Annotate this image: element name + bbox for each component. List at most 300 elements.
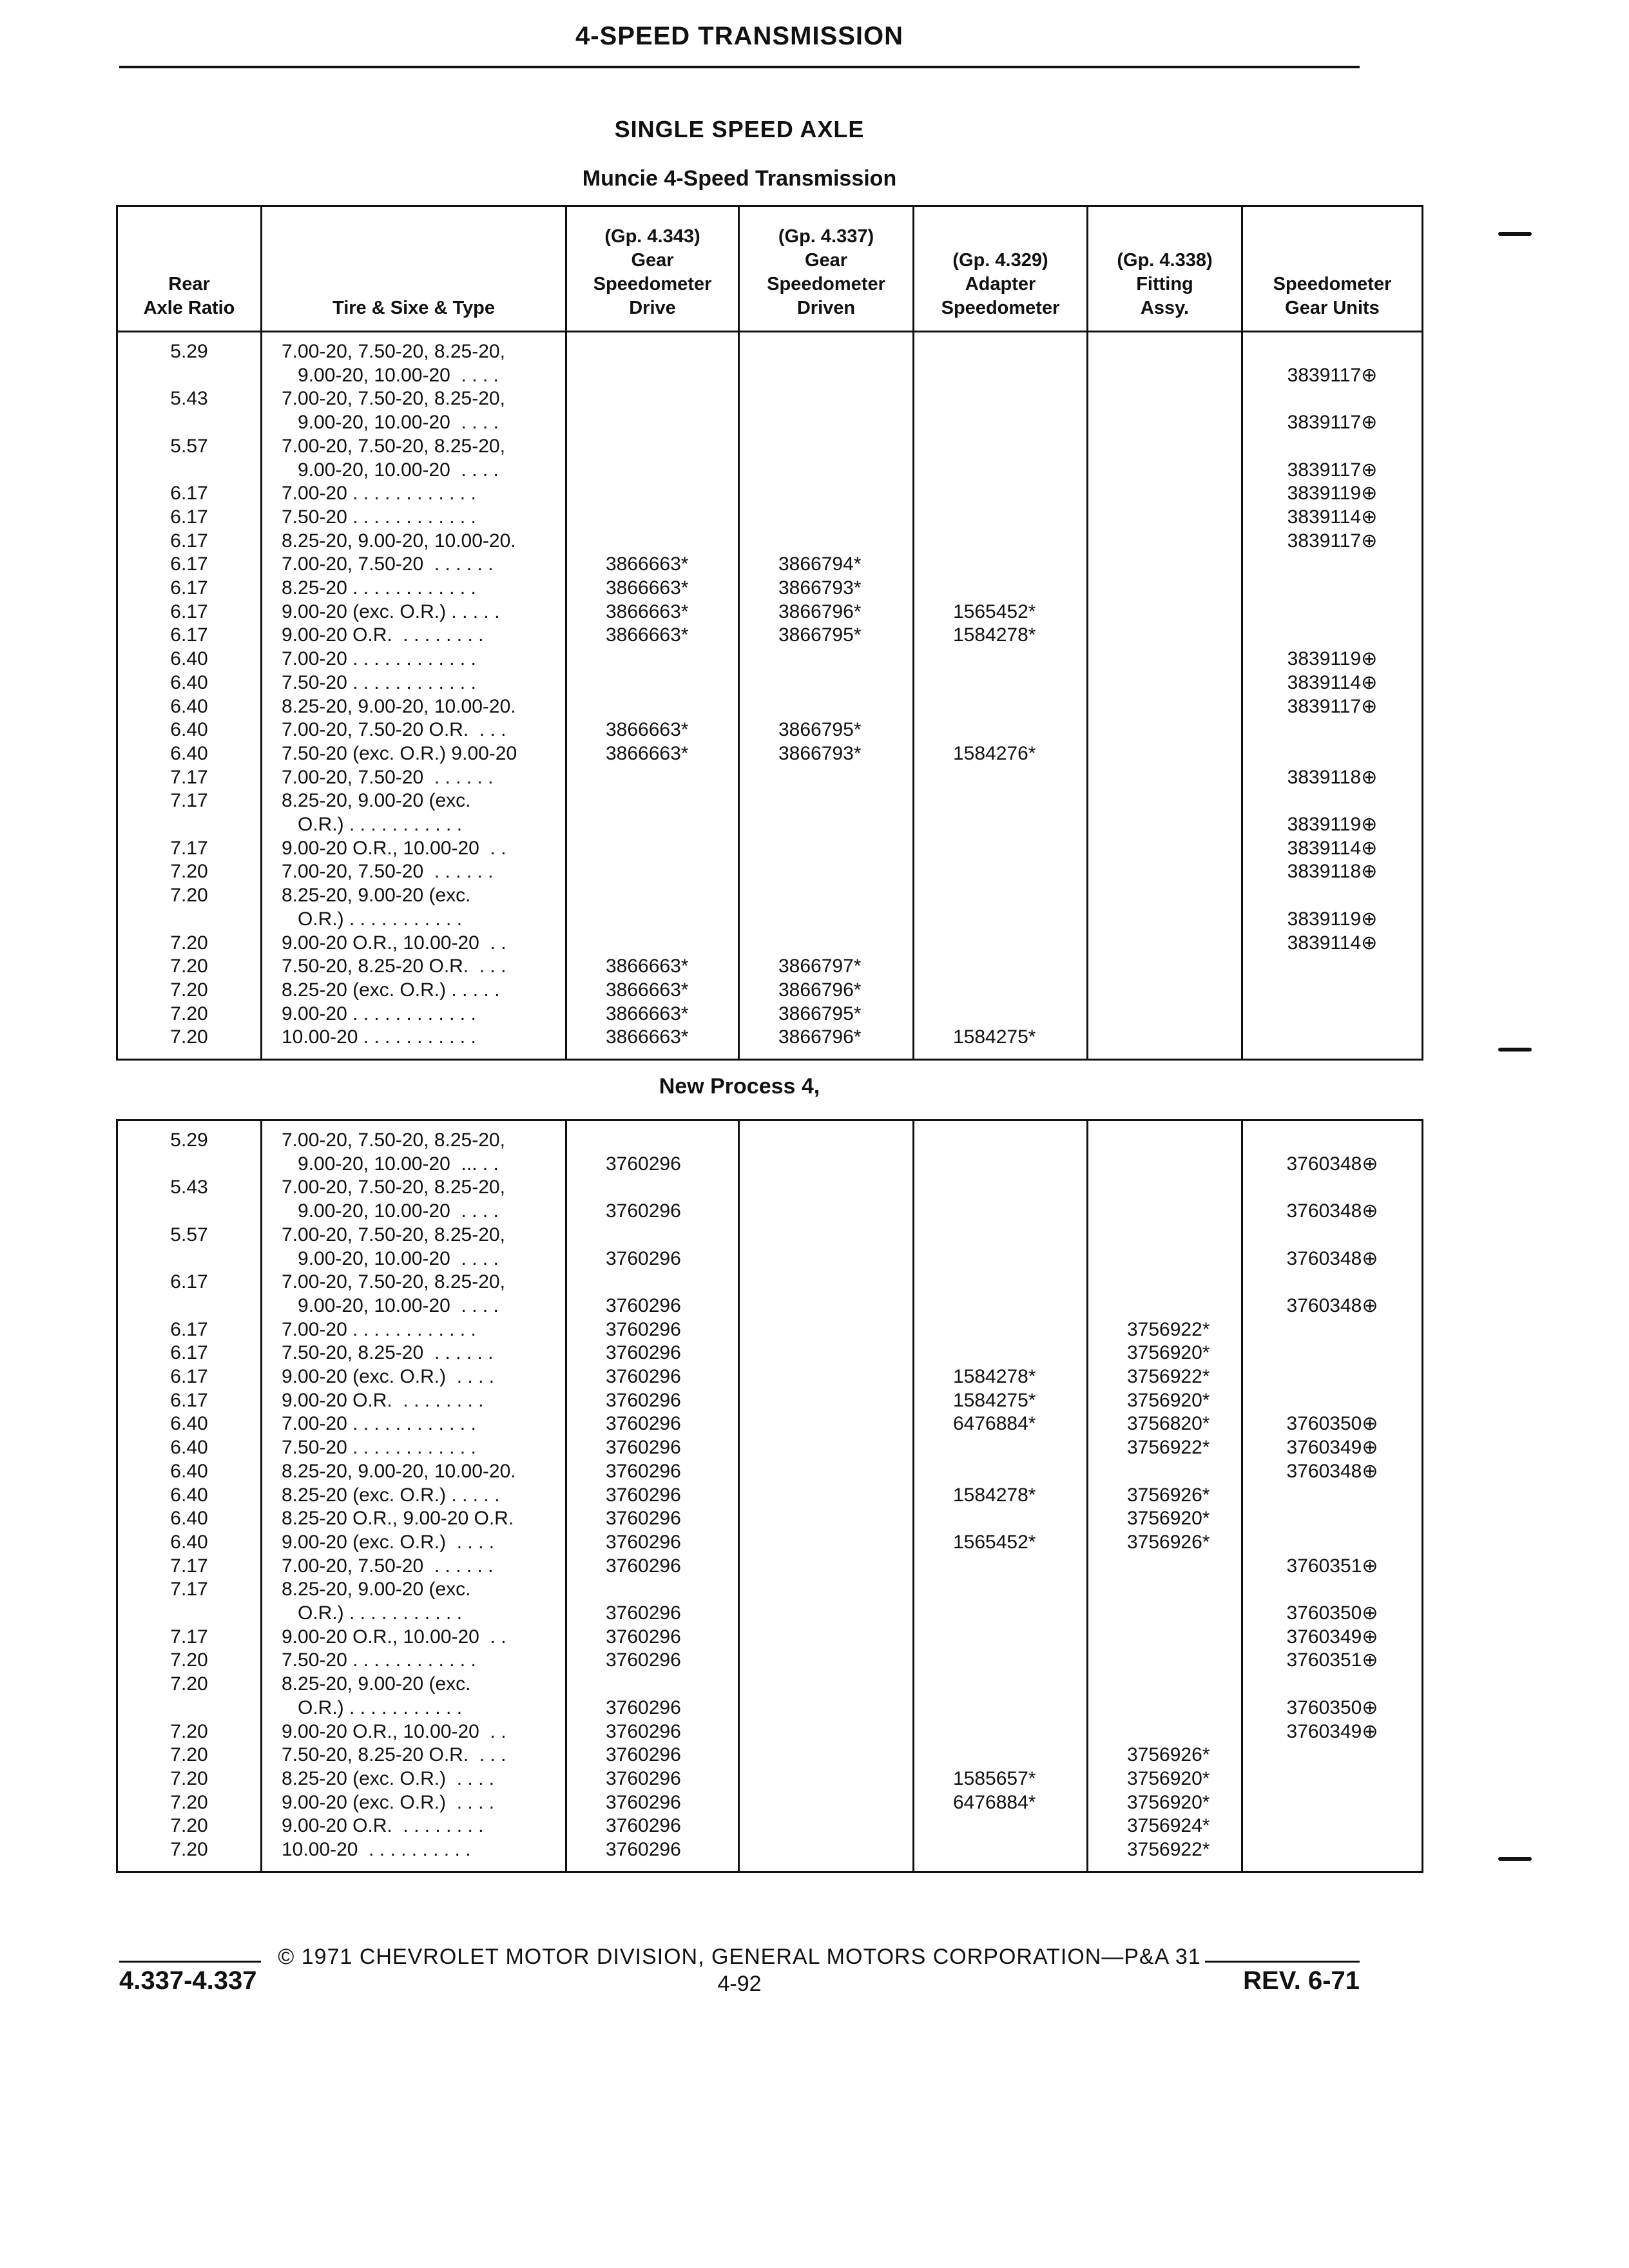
gear-units-cell: 3760348⊕: [1242, 1176, 1423, 1223]
fitting-assy-cell: 3756920*: [1088, 1507, 1242, 1531]
gear-units-cell: 3760351⊕: [1242, 1649, 1423, 1673]
gear-units-cell: 3839117⊕: [1242, 695, 1423, 719]
speedometer-drive-cell: 3760296: [566, 1767, 739, 1791]
table-row: [117, 1814, 1423, 1838]
adapter-speedometer-cell: [914, 1720, 1088, 1744]
tire-size-cell: 7.50-20 . . . . . . . . . . . .: [262, 1436, 566, 1460]
speedometer-driven-cell: [739, 932, 914, 956]
gear-units-cell: 3760348⊕: [1242, 1224, 1423, 1271]
fitting-assy-cell: [1088, 860, 1242, 884]
tire-size-cell: 7.00-20, 7.50-20 . . . . . .: [262, 860, 566, 884]
gear-units-cell: 3839114⊕: [1242, 506, 1423, 530]
gear-units-cell: [1242, 718, 1423, 742]
speedometer-drive-cell: 3760296: [566, 1649, 739, 1673]
muncie-table: [116, 205, 1423, 1061]
fitting-assy-cell: 3756926*: [1088, 1744, 1242, 1767]
axle-ratio-cell: 6.40: [117, 648, 262, 671]
axle-ratio-cell: 6.17: [117, 624, 262, 648]
speedometer-driven-cell: [739, 1744, 914, 1767]
spacer-cell: [739, 1120, 914, 1129]
tire-size-cell: 7.50-20 . . . . . . . . . . . .: [262, 506, 566, 530]
speedometer-drive-cell: 3866663*: [566, 718, 739, 742]
speedometer-drive-cell: 3760296: [566, 1531, 739, 1555]
tire-size-cell: 7.50-20, 8.25-20 . . . . . .: [262, 1341, 566, 1365]
speedometer-driven-cell: 3866797*: [739, 955, 914, 979]
adapter-speedometer-cell: [914, 1003, 1088, 1026]
table-row: [117, 860, 1423, 884]
table-row: [117, 1389, 1423, 1413]
adapter-speedometer-cell: [914, 1744, 1088, 1767]
speedometer-driven-cell: [739, 1555, 914, 1579]
speedometer-drive-cell: 3866663*: [566, 577, 739, 601]
speedometer-drive-cell: 3760296: [566, 1436, 739, 1460]
speedometer-driven-cell: [739, 387, 914, 434]
tire-size-cell: 9.00-20 O.R., 10.00-20 . .: [262, 1626, 566, 1649]
gear-units-cell: 3760350⊕: [1242, 1412, 1423, 1436]
axle-ratio-cell: 7.17: [117, 766, 262, 790]
speedometer-driven-cell: [739, 1271, 914, 1318]
adapter-speedometer-cell: [914, 979, 1088, 1003]
speedometer-drive-cell: 3760296: [566, 1176, 739, 1223]
adapter-speedometer-cell: 1584278*: [914, 1484, 1088, 1508]
gear-units-cell: 3760349⊕: [1242, 1626, 1423, 1649]
table-row: [117, 1318, 1423, 1342]
section-label-muncie: Muncie 4-Speed Transmission: [582, 166, 897, 191]
tire-size-cell: 9.00-20 O.R., 10.00-20 . .: [262, 1720, 566, 1744]
adapter-speedometer-cell: [914, 1436, 1088, 1460]
gear-units-cell: [1242, 1531, 1423, 1555]
speedometer-driven-cell: [739, 837, 914, 861]
fitting-assy-cell: [1088, 387, 1242, 434]
fitting-assy-cell: 3756820*: [1088, 1412, 1242, 1436]
gear-units-cell: [1242, 1814, 1423, 1838]
table-row: [117, 1026, 1423, 1059]
table-row: [117, 955, 1423, 979]
gear-units-cell: [1242, 1389, 1423, 1413]
table-row: [117, 766, 1423, 790]
fitting-assy-cell: [1088, 601, 1242, 624]
adapter-speedometer-cell: [914, 1341, 1088, 1365]
adapter-speedometer-cell: [914, 695, 1088, 719]
spacer-cell: [739, 332, 914, 341]
gear-units-cell: 3839117⊕: [1242, 435, 1423, 482]
axle-ratio-cell: 6.40: [117, 1436, 262, 1460]
speedometer-drive-cell: [566, 387, 739, 434]
table-row: [117, 1555, 1423, 1579]
axle-ratio-cell: 6.40: [117, 1531, 262, 1555]
speedometer-driven-cell: [739, 1838, 914, 1872]
adapter-speedometer-cell: [914, 718, 1088, 742]
fitting-assy-cell: 3756926*: [1088, 1531, 1242, 1555]
margin-mark: [1498, 1048, 1532, 1052]
speedometer-driven-cell: [739, 530, 914, 553]
gear-units-cell: [1242, 1791, 1423, 1815]
table-row: [117, 553, 1423, 577]
table-row: [117, 506, 1423, 530]
speedometer-driven-cell: [739, 1318, 914, 1342]
table-row: [117, 1578, 1423, 1625]
gear-units-cell: 3839117⊕: [1242, 530, 1423, 553]
adapter-speedometer-cell: 1565452*: [914, 1531, 1088, 1555]
tire-size-cell: 7.00-20, 7.50-20 . . . . . .: [262, 1555, 566, 1579]
fitting-assy-cell: [1088, 1460, 1242, 1484]
tire-size-cell: 9.00-20 O.R. . . . . . . . .: [262, 1814, 566, 1838]
fitting-assy-cell: [1088, 506, 1242, 530]
speedometer-drive-cell: [566, 837, 739, 861]
gear-units-cell: [1242, 577, 1423, 601]
fitting-assy-cell: [1088, 837, 1242, 861]
spacer-cell: [914, 1120, 1088, 1129]
adapter-speedometer-cell: [914, 482, 1088, 506]
table-row: [117, 884, 1423, 931]
speedometer-drive-cell: [566, 530, 739, 553]
speedometer-drive-cell: 3760296: [566, 1626, 739, 1649]
speedometer-drive-cell: 3760296: [566, 1555, 739, 1579]
axle-ratio-cell: 6.17: [117, 1318, 262, 1342]
table-row: [117, 601, 1423, 624]
gear-units-cell: [1242, 1744, 1423, 1767]
table-row: [117, 742, 1423, 766]
footer-copyright: © 1971 CHEVROLET MOTOR DIVISION, GENERAL MOTORS CORPORATION—P&A 31: [278, 1945, 1201, 1969]
axle-ratio-cell: 5.57: [117, 1224, 262, 1271]
fitting-assy-cell: 3756920*: [1088, 1767, 1242, 1791]
tire-size-cell: 7.00-20 . . . . . . . . . . . .: [262, 648, 566, 671]
tire-size-cell: 9.00-20 O.R. . . . . . . . .: [262, 1389, 566, 1413]
speedometer-driven-cell: [739, 1814, 914, 1838]
fitting-assy-cell: [1088, 1176, 1242, 1223]
speedometer-drive-cell: [566, 884, 739, 931]
table-spacer-row: [117, 332, 1423, 341]
fitting-assy-cell: [1088, 884, 1242, 931]
speedometer-driven-cell: [739, 766, 914, 790]
tire-size-cell: 7.00-20 . . . . . . . . . . . .: [262, 1412, 566, 1436]
fitting-assy-cell: [1088, 435, 1242, 482]
spacer-cell: [262, 332, 566, 341]
speedometer-driven-cell: [739, 1436, 914, 1460]
speedometer-drive-cell: 3760296: [566, 1814, 739, 1838]
gear-units-cell: 3839118⊕: [1242, 766, 1423, 790]
adapter-speedometer-cell: [914, 553, 1088, 577]
footer-group-number: 4.337-4.337: [119, 1966, 257, 1995]
col-header-speedometer-drive: (Gp. 4.343) Gear Speedometer Drive: [566, 206, 739, 332]
table-row: [117, 1224, 1423, 1271]
gear-units-cell: 3760350⊕: [1242, 1673, 1423, 1720]
speedometer-drive-cell: [566, 648, 739, 671]
axle-ratio-cell: 7.17: [117, 837, 262, 861]
tire-size-cell: 10.00-20 . . . . . . . . . . .: [262, 1026, 566, 1059]
adapter-speedometer-cell: 1565452*: [914, 601, 1088, 624]
fitting-assy-cell: [1088, 530, 1242, 553]
table-row: [117, 1176, 1423, 1223]
axle-ratio-cell: 7.20: [117, 1003, 262, 1026]
gear-units-cell: 3839117⊕: [1242, 387, 1423, 434]
axle-ratio-cell: 6.17: [117, 553, 262, 577]
tire-size-cell: 7.50-20, 8.25-20 O.R. . . .: [262, 955, 566, 979]
tire-size-cell: 8.25-20, 9.00-20 (exc. O.R.) . . . . . . . . . . .: [262, 1578, 566, 1625]
tire-size-cell: 7.00-20, 7.50-20, 8.25-20, 9.00-20, 10.00-20 . . . .: [262, 1271, 566, 1318]
spacer-cell: [566, 332, 739, 341]
adapter-speedometer-cell: [914, 1838, 1088, 1872]
speedometer-drive-cell: 3866663*: [566, 1003, 739, 1026]
adapter-speedometer-cell: 6476884*: [914, 1412, 1088, 1436]
gear-units-cell: [1242, 1484, 1423, 1508]
speedometer-drive-cell: 3760296: [566, 1484, 739, 1508]
speedometer-drive-cell: 3760296: [566, 1744, 739, 1767]
gear-units-cell: [1242, 1026, 1423, 1059]
tire-size-cell: 7.50-20 . . . . . . . . . . . .: [262, 1649, 566, 1673]
adapter-speedometer-cell: [914, 1507, 1088, 1531]
table-row: [117, 1720, 1423, 1744]
table-row: [117, 340, 1423, 387]
tire-size-cell: 7.00-20, 7.50-20, 8.25-20, 9.00-20, 10.00-20 . . . .: [262, 1176, 566, 1223]
new-process-table: [116, 1119, 1423, 1873]
fitting-assy-cell: 3756922*: [1088, 1318, 1242, 1342]
speedometer-drive-cell: 3760296: [566, 1791, 739, 1815]
tire-size-cell: 7.00-20, 7.50-20, 8.25-20, 9.00-20, 10.00-20 . . . .: [262, 387, 566, 434]
gear-units-cell: 3839114⊕: [1242, 932, 1423, 956]
margin-mark: [1498, 1857, 1532, 1861]
gear-units-cell: 3760348⊕: [1242, 1460, 1423, 1484]
axle-ratio-cell: 5.29: [117, 1129, 262, 1176]
speedometer-drive-cell: 3866663*: [566, 601, 739, 624]
speedometer-driven-cell: [739, 1673, 914, 1720]
col-header-fitting-assy: (Gp. 4.338) Fitting Assy.: [1088, 206, 1242, 332]
speedometer-drive-cell: 3866663*: [566, 1026, 739, 1059]
fitting-assy-cell: 3756926*: [1088, 1484, 1242, 1508]
speedometer-driven-cell: [739, 1129, 914, 1176]
fitting-assy-cell: [1088, 1578, 1242, 1625]
axle-ratio-cell: 7.20: [117, 1649, 262, 1673]
fitting-assy-cell: [1088, 1271, 1242, 1318]
spacer-cell: [1242, 1120, 1423, 1129]
adapter-speedometer-cell: [914, 577, 1088, 601]
axle-ratio-cell: 7.20: [117, 860, 262, 884]
axle-ratio-cell: 6.17: [117, 1271, 262, 1318]
new-process-table-body: [117, 1120, 1423, 1872]
table-row: [117, 1507, 1423, 1531]
axle-ratio-cell: 7.20: [117, 955, 262, 979]
tire-size-cell: 9.00-20 (exc. O.R.) . . . .: [262, 1791, 566, 1815]
adapter-speedometer-cell: 1584278*: [914, 624, 1088, 648]
gear-units-cell: [1242, 955, 1423, 979]
tire-size-cell: 9.00-20 . . . . . . . . . . . .: [262, 1003, 566, 1026]
table-row: [117, 1129, 1423, 1176]
spacer-cell: [262, 1120, 566, 1129]
adapter-speedometer-cell: [914, 1578, 1088, 1625]
adapter-speedometer-cell: [914, 435, 1088, 482]
footer-page-number: 4-92: [717, 1972, 762, 1996]
axle-ratio-cell: 7.20: [117, 1744, 262, 1767]
table-row: [117, 932, 1423, 956]
table-row: [117, 1673, 1423, 1720]
tire-size-cell: 8.25-20 O.R., 9.00-20 O.R.: [262, 1507, 566, 1531]
adapter-speedometer-cell: [914, 789, 1088, 836]
fitting-assy-cell: 3756922*: [1088, 1436, 1242, 1460]
speedometer-driven-cell: 3866796*: [739, 979, 914, 1003]
gear-units-cell: 3839117⊕: [1242, 340, 1423, 387]
speedometer-driven-cell: 3866795*: [739, 1003, 914, 1026]
axle-ratio-cell: 7.17: [117, 1578, 262, 1625]
speedometer-driven-cell: [739, 1531, 914, 1555]
axle-ratio-cell: 6.17: [117, 601, 262, 624]
speedometer-driven-cell: [739, 1791, 914, 1815]
tire-size-cell: 8.25-20 (exc. O.R.) . . . . .: [262, 1484, 566, 1508]
fitting-assy-cell: [1088, 742, 1242, 766]
speedometer-drive-cell: 3760296: [566, 1224, 739, 1271]
table-row: [117, 1649, 1423, 1673]
table-row: [117, 979, 1423, 1003]
speedometer-drive-cell: 3760296: [566, 1365, 739, 1389]
adapter-speedometer-cell: [914, 837, 1088, 861]
speedometer-driven-cell: [739, 789, 914, 836]
gear-units-cell: 3760348⊕: [1242, 1129, 1423, 1176]
tire-size-cell: 9.00-20 O.R., 10.00-20 . .: [262, 932, 566, 956]
adapter-speedometer-cell: 1584278*: [914, 1365, 1088, 1389]
adapter-speedometer-cell: [914, 884, 1088, 931]
speedometer-driven-cell: [739, 1389, 914, 1413]
speedometer-drive-cell: 3760296: [566, 1838, 739, 1872]
axle-ratio-cell: 6.40: [117, 1412, 262, 1436]
gear-units-cell: 3839119⊕: [1242, 482, 1423, 506]
adapter-speedometer-cell: [914, 1176, 1088, 1223]
tire-size-cell: 8.25-20 . . . . . . . . . . . .: [262, 577, 566, 601]
spacer-cell: [914, 332, 1088, 341]
fitting-assy-cell: [1088, 1555, 1242, 1579]
axle-ratio-cell: 7.20: [117, 1673, 262, 1720]
speedometer-driven-cell: [739, 884, 914, 931]
axle-ratio-cell: 5.29: [117, 340, 262, 387]
speedometer-driven-cell: [739, 435, 914, 482]
tire-size-cell: 7.50-20 . . . . . . . . . . . .: [262, 671, 566, 695]
gear-units-cell: [1242, 1341, 1423, 1365]
table-row: [117, 1838, 1423, 1872]
gear-units-cell: 3760349⊕: [1242, 1720, 1423, 1744]
adapter-speedometer-cell: [914, 530, 1088, 553]
speedometer-driven-cell: [739, 482, 914, 506]
table-row: [117, 1791, 1423, 1815]
table-row: [117, 1271, 1423, 1318]
fitting-assy-cell: [1088, 1129, 1242, 1176]
speedometer-drive-cell: 3866663*: [566, 955, 739, 979]
axle-ratio-cell: 6.40: [117, 1507, 262, 1531]
speedometer-driven-cell: [739, 506, 914, 530]
gear-units-cell: [1242, 742, 1423, 766]
axle-ratio-cell: 6.40: [117, 695, 262, 719]
speedometer-driven-cell: [739, 340, 914, 387]
adapter-speedometer-cell: 1584276*: [914, 742, 1088, 766]
tire-size-cell: 9.00-20 (exc. O.R.) . . . .: [262, 1531, 566, 1555]
axle-ratio-cell: 7.20: [117, 979, 262, 1003]
page-title: 4-SPEED TRANSMISSION: [575, 22, 903, 50]
speedometer-drive-cell: 3760296: [566, 1389, 739, 1413]
axle-ratio-cell: 6.17: [117, 482, 262, 506]
speedometer-driven-cell: [739, 695, 914, 719]
gear-units-cell: [1242, 601, 1423, 624]
spacer-cell: [1088, 332, 1242, 341]
adapter-speedometer-cell: [914, 955, 1088, 979]
axle-ratio-cell: 6.17: [117, 530, 262, 553]
fitting-assy-cell: [1088, 1720, 1242, 1744]
table-row: [117, 1341, 1423, 1365]
table-row: [117, 1365, 1423, 1389]
margin-mark: [1498, 232, 1532, 236]
adapter-speedometer-cell: 1585657*: [914, 1767, 1088, 1791]
tire-size-cell: 7.00-20, 7.50-20, 8.25-20, 9.00-20, 10.00-20 ... . .: [262, 1129, 566, 1176]
axle-ratio-cell: 7.17: [117, 1626, 262, 1649]
speedometer-driven-cell: [739, 671, 914, 695]
gear-units-cell: 3839119⊕: [1242, 789, 1423, 836]
gear-units-cell: 3839114⊕: [1242, 671, 1423, 695]
speedometer-drive-cell: 3866663*: [566, 742, 739, 766]
adapter-speedometer-cell: 1584275*: [914, 1026, 1088, 1059]
tire-size-cell: 9.00-20 O.R. . . . . . . . .: [262, 624, 566, 648]
speedometer-drive-cell: 3760296: [566, 1507, 739, 1531]
fitting-assy-cell: 3756924*: [1088, 1814, 1242, 1838]
tire-size-cell: 7.00-20, 7.50-20 . . . . . .: [262, 766, 566, 790]
gear-units-cell: 3760351⊕: [1242, 1555, 1423, 1579]
speedometer-driven-cell: 3866795*: [739, 624, 914, 648]
speedometer-drive-cell: 3866663*: [566, 553, 739, 577]
col-header-adapter-speedometer: (Gp. 4.329) Adapter Speedometer: [914, 206, 1088, 332]
speedometer-drive-cell: 3866663*: [566, 624, 739, 648]
tire-size-cell: 7.50-20, 8.25-20 O.R. . . .: [262, 1744, 566, 1767]
axle-ratio-cell: 7.20: [117, 884, 262, 931]
speedometer-drive-cell: 3760296: [566, 1720, 739, 1744]
gear-units-cell: [1242, 1003, 1423, 1026]
speedometer-driven-cell: [739, 1720, 914, 1744]
table-row: [117, 648, 1423, 671]
gear-units-cell: 3839119⊕: [1242, 884, 1423, 931]
speedometer-drive-cell: 3760296: [566, 1341, 739, 1365]
speedometer-drive-cell: [566, 695, 739, 719]
table-header-row: [117, 206, 1423, 332]
fitting-assy-cell: [1088, 955, 1242, 979]
fitting-assy-cell: [1088, 1224, 1242, 1271]
table-row: [117, 1003, 1423, 1026]
table-row: [117, 671, 1423, 695]
table-row: [117, 1767, 1423, 1791]
speedometer-driven-cell: 3866796*: [739, 1026, 914, 1059]
speedometer-driven-cell: [739, 1767, 914, 1791]
adapter-speedometer-cell: [914, 648, 1088, 671]
fitting-assy-cell: [1088, 482, 1242, 506]
table-row: [117, 482, 1423, 506]
adapter-speedometer-cell: [914, 671, 1088, 695]
tire-size-cell: 7.00-20 . . . . . . . . . . . .: [262, 1318, 566, 1342]
tire-size-cell: 8.25-20, 9.00-20, 10.00-20.: [262, 695, 566, 719]
tire-size-cell: 8.25-20, 9.00-20 (exc. O.R.) . . . . . . . . . . .: [262, 789, 566, 836]
fitting-assy-cell: [1088, 1626, 1242, 1649]
gear-units-cell: [1242, 1365, 1423, 1389]
speedometer-driven-cell: [739, 1507, 914, 1531]
adapter-speedometer-cell: [914, 1460, 1088, 1484]
col-header-tire-size-type: Tire & Sixe & Type: [262, 206, 566, 332]
table-row: [117, 789, 1423, 836]
col-header-speedometer-gear-units: Speedometer Gear Units: [1242, 206, 1423, 332]
table-row: [117, 837, 1423, 861]
speedometer-driven-cell: [739, 1649, 914, 1673]
table-row: [117, 1436, 1423, 1460]
axle-ratio-cell: 7.20: [117, 1791, 262, 1815]
adapter-speedometer-cell: [914, 1318, 1088, 1342]
gear-units-cell: [1242, 624, 1423, 648]
axle-ratio-cell: 6.17: [117, 506, 262, 530]
speedometer-drive-cell: [566, 932, 739, 956]
axle-ratio-cell: 7.20: [117, 1767, 262, 1791]
table-row: [117, 1412, 1423, 1436]
axle-ratio-cell: 7.20: [117, 932, 262, 956]
adapter-speedometer-cell: [914, 340, 1088, 387]
